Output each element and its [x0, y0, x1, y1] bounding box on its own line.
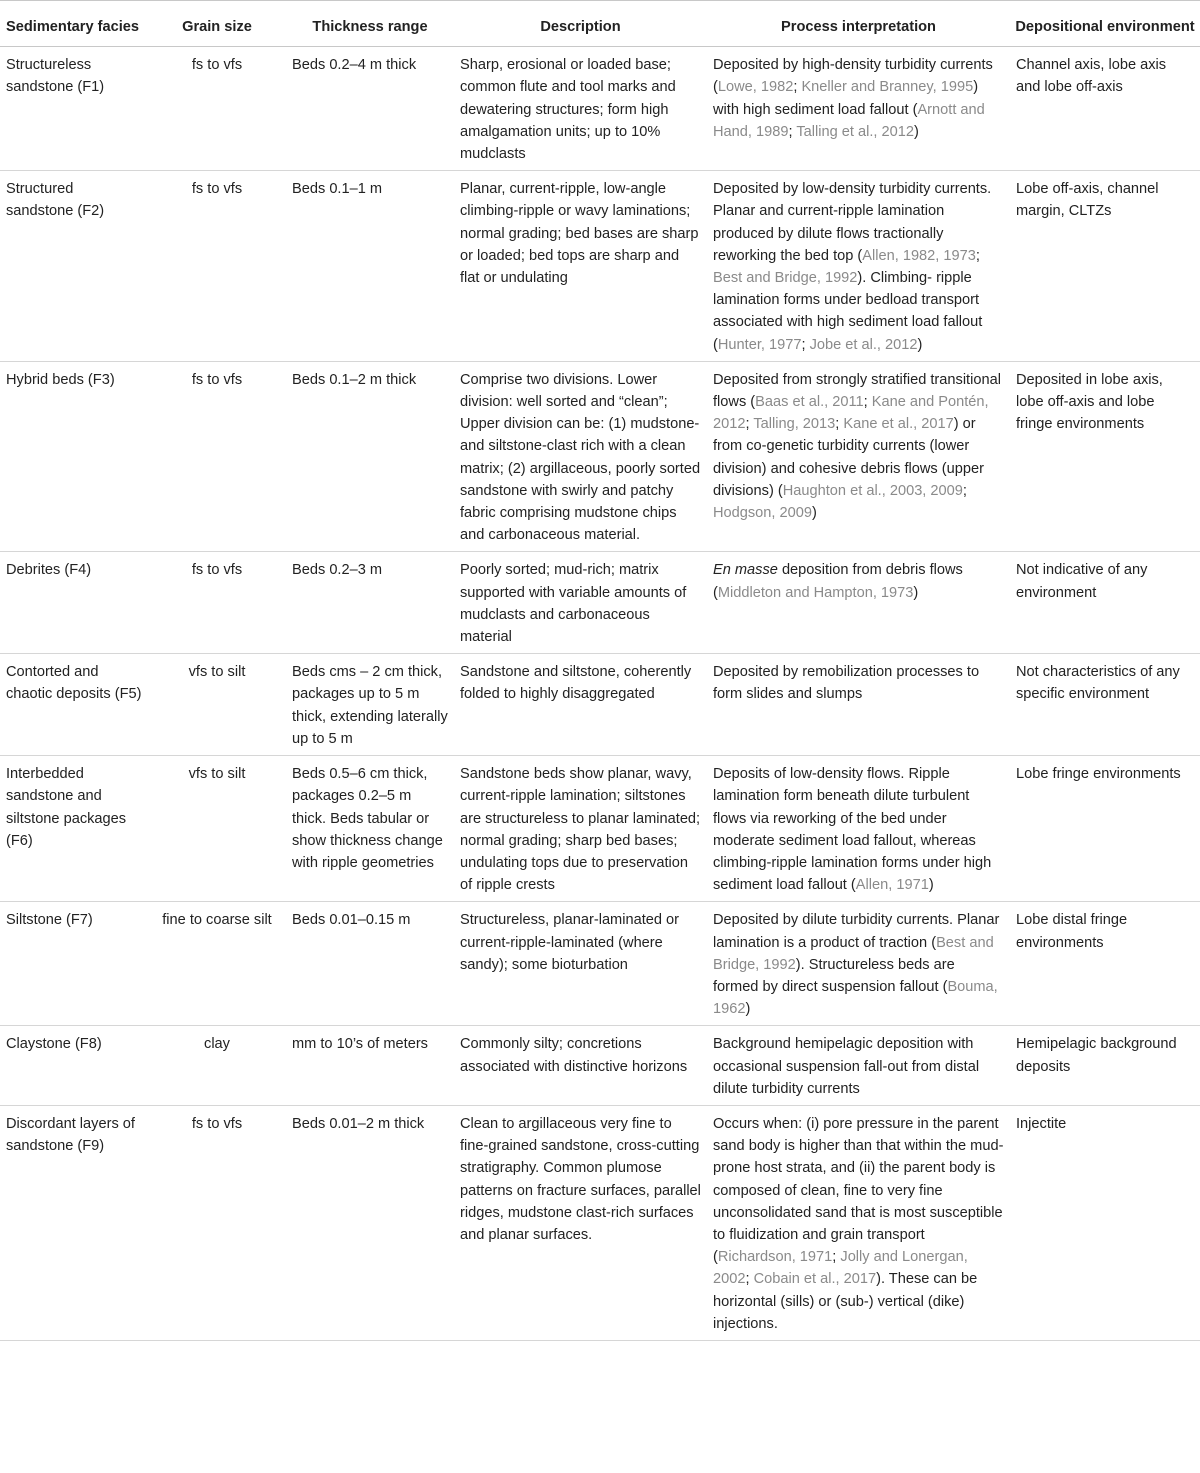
citation-reference: Cobain et al., 2017: [753, 1271, 877, 1288]
grain-size-cell: fs to vfs: [148, 361, 286, 552]
grain-size-cell: fs to vfs: [148, 47, 286, 171]
process-cell: [707, 552, 1010, 654]
process-text: ;: [801, 336, 810, 353]
environment-cell: Channel axis, lobe axis and lobe off-axis: [1010, 47, 1200, 171]
description-cell: Planar, current-ripple, low-angle climbing-ripple or wavy laminations; normal grading; bed bases are sharp or loaded; bed tops are sharp and flat or undulating: [454, 171, 707, 362]
description-cell: Structureless, planar-laminated or current-ripple-laminated (where sandy); some bioturbation: [454, 902, 707, 1026]
citation-reference: Talling et al., 2012: [796, 123, 914, 140]
description-cell: Sandstone beds show planar, wavy, current-ripple lamination; siltstones are structureless to planar laminated; normal grading; sharp bed bases; undulating tops due to preservation of ripple crests: [454, 756, 707, 902]
citation-reference: Lowe, 1982: [717, 79, 794, 96]
header-sedimentary-facies: Sedimentary facies: [0, 1, 148, 47]
thickness-cell: Beds 0.5–6 cm thick, packages 0.2–5 m thick. Beds tabular or show thickness change with ripple geometries: [286, 756, 454, 902]
table-row: [0, 552, 1200, 654]
process-text: ;: [793, 79, 802, 96]
facies-cell: Structured sandstone (F2): [0, 171, 148, 362]
process-text: Deposited by high-density turbidity currents (: [713, 57, 993, 96]
process-text: ): [913, 584, 919, 601]
process-text: Deposited by low-density turbidity currents. Planar and current-ripple lamination produced by dilute flows tractionally reworking the bed top (: [713, 181, 992, 264]
environment-cell: Not characteristics of any specific environment: [1010, 654, 1200, 756]
process-text: ). Climbing- ripple lamination forms under bedload transport associated with high sediment load fallout (: [713, 270, 983, 353]
process-text: deposition from debris flows (: [713, 562, 963, 601]
header-row: [0, 1, 1200, 47]
description-cell: Poorly sorted; mud-rich; matrix supported with variable amounts of mudclasts and carbonaceous material: [454, 552, 707, 654]
facies-cell: Discordant layers of sandstone (F9): [0, 1105, 148, 1340]
header-depositional-environment: Depositional environment: [1010, 1, 1200, 47]
environment-cell: Not indicative of any environment: [1010, 552, 1200, 654]
process-text: ;: [863, 394, 872, 411]
thickness-cell: Beds 0.01–0.15 m: [286, 902, 454, 1026]
citation-reference: Middleton and Hampton, 1973: [717, 584, 914, 601]
grain-size-cell: clay: [148, 1026, 286, 1106]
process-text: ): [917, 336, 923, 353]
table-row: [0, 1105, 1200, 1340]
citation-reference: Kane and Pontén, 2012: [713, 394, 989, 433]
environment-cell: Lobe fringe environments: [1010, 756, 1200, 902]
citation-reference: Best and Bridge, 1992: [713, 934, 994, 973]
process-cell: [707, 654, 1010, 756]
thickness-cell: Beds 0.01–2 m thick: [286, 1105, 454, 1340]
process-text: Deposits of low-density flows. Ripple lamination form beneath dilute turbulent flows via reworking of the bed under moderate sediment load fallout, whereas climbing-ripple lamination forms under high sediment load fallout (: [713, 766, 992, 894]
process-text: ;: [832, 1249, 841, 1266]
process-text: ;: [835, 416, 844, 433]
citation-reference: Hunter, 1977: [717, 336, 802, 353]
process-text: ) with high sediment load fallout (: [713, 79, 979, 118]
process-text: ;: [962, 482, 967, 499]
citation-reference: Jolly and Lonergan, 2002: [713, 1249, 968, 1288]
header-description: Description: [454, 1, 707, 47]
description-cell: Comprise two divisions. Lower division: well sorted and “clean”; Upper division can be: (1) mudstone- and siltstone-clast rich with a clean matrix; (2) argillaceous, poorly sorted sandstone with swirly and patchy fabric comprising mudstone chips and carbonaceous material.: [454, 361, 707, 552]
header-grain-size: Grain size: [148, 1, 286, 47]
process-text: ): [913, 123, 919, 140]
facies-cell: Debrites (F4): [0, 552, 148, 654]
table-row: [0, 654, 1200, 756]
facies-cell: Hybrid beds (F3): [0, 361, 148, 552]
process-text: ). Structureless beds are formed by direct suspension fallout (: [713, 956, 955, 995]
citation-reference: Bouma, 1962: [713, 978, 998, 1018]
thickness-cell: Beds 0.1–2 m thick: [286, 361, 454, 552]
process-text: ;: [745, 416, 754, 433]
environment-cell: Deposited in lobe axis, lobe off-axis and lobe fringe environments: [1010, 361, 1200, 552]
process-text: ): [928, 877, 934, 894]
citation-reference: Jobe et al., 2012: [809, 336, 918, 353]
process-text: ;: [788, 123, 797, 140]
citation-reference: Richardson, 1971: [717, 1249, 833, 1266]
citation-reference: Allen, 1982, 1973: [862, 247, 976, 264]
environment-cell: Lobe off-axis, channel margin, CLTZs: [1010, 171, 1200, 362]
citation-reference: Talling, 2013: [753, 416, 836, 433]
description-cell: Sharp, erosional or loaded base; common flute and tool marks and dewatering structures; form high amalgamation units; up to 10% mudclasts: [454, 47, 707, 171]
thickness-cell: mm to 10’s of meters: [286, 1026, 454, 1106]
process-cell: [707, 361, 1010, 552]
citation-reference: Baas et al., 2011: [755, 394, 864, 411]
description-cell: Commonly silty; concretions associated with distinctive horizons: [454, 1026, 707, 1106]
process-text: En masse: [713, 562, 778, 579]
process-text: ): [745, 1001, 751, 1018]
table-row: [0, 756, 1200, 902]
process-text: ). These can be horizontal (sills) or (sub-) vertical (dike) injections.: [713, 1271, 978, 1332]
thickness-cell: Beds cms – 2 cm thick, packages up to 5 m thick, extending laterally up to 5 m: [286, 654, 454, 756]
description-cell: Clean to argillaceous very fine to fine-grained sandstone, cross-cutting stratigraphy. Common plumose patterns on fracture surfaces, parallel ridges, mudstone clast-rich surfaces and planar surfaces.: [454, 1105, 707, 1340]
citation-reference: Kneller and Branney, 1995: [801, 79, 974, 96]
facies-cell: Structureless sandstone (F1): [0, 47, 148, 171]
process-text: ): [812, 505, 817, 522]
table-header: [0, 1, 1200, 47]
grain-size-cell: vfs to silt: [148, 654, 286, 756]
environment-cell: Lobe distal fringe environments: [1010, 902, 1200, 1026]
process-cell: [707, 1026, 1010, 1106]
process-cell: [707, 902, 1010, 1026]
table-row: [0, 361, 1200, 552]
grain-size-cell: fs to vfs: [148, 1105, 286, 1340]
header-thickness-range: Thickness range: [286, 1, 454, 47]
table-row: [0, 902, 1200, 1026]
citation-reference: Best and Bridge, 1992: [713, 270, 858, 287]
table-row: [0, 171, 1200, 362]
process-text: Deposited by dilute turbidity currents. Planar lamination is a product of traction (: [713, 912, 1000, 951]
process-text: Occurs when: (i) pore pressure in the parent sand body is higher than that within the mud-prone host strata, and (ii) the parent body is composed of clean, fine to very fine unconsolidated sand that is most susceptible to fluidization and grain transport (: [713, 1115, 1004, 1266]
citation-reference: Allen, 1971: [855, 877, 929, 894]
process-text: ;: [975, 247, 980, 264]
process-text: ;: [745, 1271, 754, 1288]
table-body: [0, 47, 1200, 1341]
facies-cell: Claystone (F8): [0, 1026, 148, 1106]
citation-reference: Kane et al., 2017: [843, 416, 954, 433]
facies-cell: Siltstone (F7): [0, 902, 148, 1026]
process-text: Deposited by remobilization processes to form slides and slumps: [713, 664, 980, 703]
environment-cell: Injectite: [1010, 1105, 1200, 1340]
citation-reference: Hodgson, 2009: [713, 505, 812, 522]
table-row: [0, 1026, 1200, 1106]
facies-cell: Interbedded sandstone and siltstone packages (F6): [0, 756, 148, 902]
grain-size-cell: vfs to silt: [148, 756, 286, 902]
facies-cell: Contorted and chaotic deposits (F5): [0, 654, 148, 756]
process-text: ) or from co-genetic turbidity currents (lower division) and cohesive debris flows (upper divisions) (: [713, 416, 984, 499]
thickness-cell: Beds 0.2–3 m: [286, 552, 454, 654]
grain-size-cell: fs to vfs: [148, 171, 286, 362]
process-text: Background hemipelagic deposition with occasional suspension fall-out from distal dilute turbidity currents: [713, 1036, 980, 1097]
process-cell: [707, 47, 1010, 171]
citation-reference: Haughton et al., 2003, 2009: [782, 482, 963, 499]
thickness-cell: Beds 0.1–1 m: [286, 171, 454, 362]
grain-size-cell: fs to vfs: [148, 552, 286, 654]
description-cell: Sandstone and siltstone, coherently folded to highly disaggregated: [454, 654, 707, 756]
thickness-cell: Beds 0.2–4 m thick: [286, 47, 454, 171]
grain-size-cell: fine to coarse silt: [148, 902, 286, 1026]
header-process-interpretation: Process interpretation: [707, 1, 1010, 47]
citation-reference: Arnott and Hand, 1989: [713, 101, 985, 140]
process-cell: [707, 1105, 1010, 1340]
process-text: Deposited from strongly stratified transitional flows (: [713, 371, 1001, 411]
environment-cell: Hemipelagic background deposits: [1010, 1026, 1200, 1106]
table-row: [0, 47, 1200, 171]
process-cell: [707, 756, 1010, 902]
process-cell: [707, 171, 1010, 362]
